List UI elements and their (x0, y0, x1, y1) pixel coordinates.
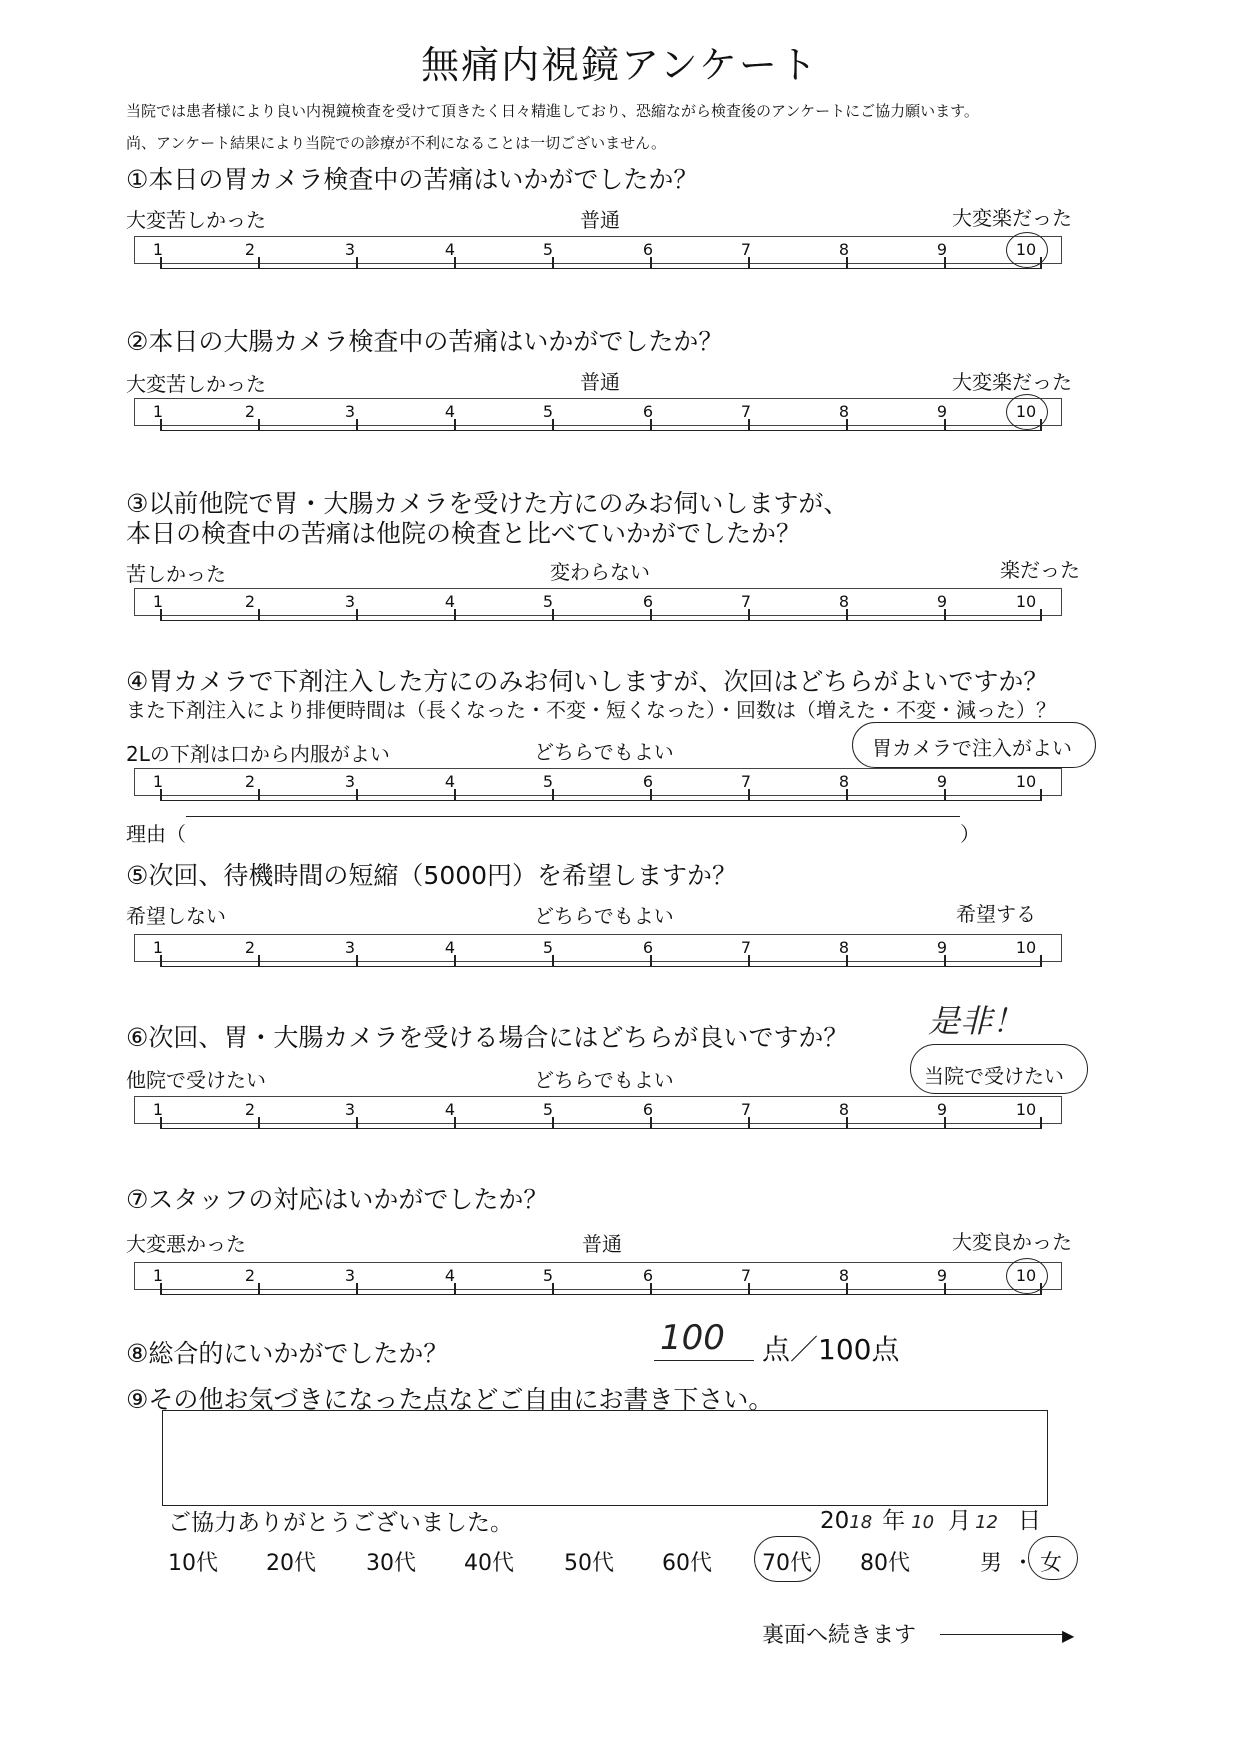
date-line (820, 1502, 1041, 1535)
scale-option-1[interactable]: 1 (152, 1266, 164, 1285)
footer-continue: 裏面へ続きます (762, 1623, 917, 1648)
scale-selected-circle (1006, 1258, 1048, 1294)
question-4: ④胃カメラで下剤注入した方にのみお伺いしますが、次回はどちらがよいですか？ (126, 667, 1049, 696)
scale-option-7[interactable]: 7 (740, 402, 752, 421)
scale-option-4[interactable]: 4 (444, 1100, 456, 1119)
q7-label-right: 大変良かった (952, 1230, 1072, 1254)
q7-label-left: 大変悪かった (126, 1232, 246, 1256)
q2-label-right: 大変楽だった (952, 370, 1072, 394)
sex-male[interactable]: 男 (980, 1551, 1003, 1576)
q1-label-right: 大変楽だった (952, 206, 1072, 230)
scale-option-3[interactable]: 3 (344, 1266, 356, 1285)
q4-reason-field[interactable] (186, 816, 960, 837)
scale-option-7[interactable]: 7 (740, 1266, 752, 1285)
q7-scale[interactable] (0, 1262, 1240, 1322)
q4-choice-circle (852, 722, 1096, 768)
age-70[interactable]: 70代 (762, 1551, 812, 1576)
question-7: ⑦スタッフの対応はいかがでしたか？ (126, 1185, 549, 1214)
scale-option-8[interactable]: 8 (838, 772, 850, 791)
scale-option-2[interactable]: 2 (244, 772, 256, 791)
scale-option-4[interactable]: 4 (444, 240, 456, 259)
scale-option-5[interactable]: 5 (542, 1100, 554, 1119)
scale-option-1[interactable]: 1 (152, 1100, 164, 1119)
scale-option-9[interactable]: 9 (936, 772, 948, 791)
scale-option-9[interactable]: 9 (936, 1100, 948, 1119)
scale-option-10[interactable]: 10 (1015, 938, 1037, 957)
scale-option-6[interactable]: 6 (642, 1100, 654, 1119)
q6-label-right: 当院で受けたい (924, 1064, 1064, 1088)
scale-baseline (160, 788, 1040, 801)
scale-option-10[interactable]: 10 (1015, 1266, 1037, 1285)
scale-option-6[interactable]: 6 (642, 592, 654, 611)
q5-label-right: 希望する (956, 902, 1036, 926)
scale-option-8[interactable]: 8 (838, 938, 850, 957)
scale-option-1[interactable]: 1 (152, 402, 164, 421)
scale-option-4[interactable]: 4 (444, 1266, 456, 1285)
question-3-line-2: 本日の検査中の苦痛は他院の検査と比べていかがでしたか？ (126, 519, 802, 548)
question-9: ⑨その他お気づきになった点などご自由にお書き下さい。 (126, 1385, 774, 1414)
q3-label-right: 楽だった (1000, 558, 1080, 582)
sex-female[interactable]: 女 (1040, 1551, 1063, 1576)
scale-option-9[interactable]: 9 (936, 1266, 948, 1285)
date-day-label: 日 (1018, 1508, 1041, 1534)
q3-label-left: 苦しかった (126, 562, 226, 586)
question-8: ⑧総合的にいかがでしたか？ (126, 1339, 449, 1368)
intro-line-1: 当院では患者様により良い内視鏡検査を受けて頂きたく日々精進しており、恐縮ながら検査後のアンケートにご協力願います。 (126, 102, 979, 120)
scale-option-6[interactable]: 6 (642, 240, 654, 259)
scale-baseline (160, 1282, 1040, 1295)
scale-option-7[interactable]: 7 (740, 592, 752, 611)
scale-option-3[interactable]: 3 (344, 402, 356, 421)
scale-option-10[interactable]: 10 (1015, 1100, 1037, 1119)
scale-option-6[interactable]: 6 (642, 402, 654, 421)
question-1: ①本日の胃カメラ検査中の苦痛はいかがでしたか？ (126, 165, 699, 194)
scale-option-2[interactable]: 2 (244, 240, 256, 259)
question-6: ⑥次回、胃・大腸カメラを受ける場合にはどちらが良いですか？ (126, 1023, 849, 1052)
q4-reason-close: ） (960, 822, 980, 846)
scale-option-9[interactable]: 9 (936, 592, 948, 611)
scale-option-5[interactable]: 5 (542, 1266, 554, 1285)
q6-handwritten-note: 是非！ (928, 1002, 1025, 1040)
scale-option-8[interactable]: 8 (838, 240, 850, 259)
intro-line-2: 尚、アンケート結果により当院での診療が不利になることは一切ございません。 (126, 134, 667, 152)
scale-option-3[interactable]: 3 (344, 938, 356, 957)
date-year-label: 年 (882, 1508, 906, 1534)
date-month-label: 月 (948, 1508, 972, 1534)
q1-label-left: 大変苦しかった (126, 208, 266, 232)
scale-option-2[interactable]: 2 (244, 1266, 256, 1285)
scale-baseline (160, 1116, 1040, 1129)
scale-option-7[interactable]: 7 (740, 1100, 752, 1119)
question-4-line-2: また下剤注入により排便時間は（長くなった・不変・短くなった）・回数は（増えた・不変・減った）？ (126, 698, 1056, 722)
scale-option-5[interactable]: 5 (542, 240, 554, 259)
arrow-right-icon: ▶ (1062, 1626, 1075, 1645)
scale-option-2[interactable]: 2 (244, 402, 256, 421)
q6-choice-circle (910, 1044, 1088, 1094)
q2-scale[interactable] (0, 398, 1240, 458)
q2-label-mid: 普通 (580, 370, 620, 394)
scale-option-4[interactable]: 4 (444, 938, 456, 957)
date-month-hand: 10 (911, 1512, 935, 1533)
sex-selected-circle (1028, 1536, 1078, 1580)
scale-option-10[interactable]: 10 (1015, 402, 1037, 421)
scale-option-10[interactable]: 10 (1015, 772, 1037, 791)
scale-option-5[interactable]: 5 (542, 938, 554, 957)
q1-label-mid: 普通 (580, 208, 620, 232)
scale-option-8[interactable]: 8 (838, 402, 850, 421)
scale-option-2[interactable]: 2 (244, 1100, 256, 1119)
date-year-hand: 18 (849, 1512, 873, 1533)
scale-option-4[interactable]: 4 (444, 402, 456, 421)
scale-option-3[interactable]: 3 (344, 240, 356, 259)
age-10[interactable]: 10代 (168, 1551, 218, 1576)
scale-option-8[interactable]: 8 (838, 592, 850, 611)
question-2: ②本日の大腸カメラ検査中の苦痛はいかがでしたか？ (126, 327, 724, 356)
q2-label-left: 大変苦しかった (126, 372, 266, 396)
q8-score-line[interactable] (654, 1360, 754, 1361)
q3-scale[interactable] (0, 588, 1240, 648)
scale-baseline (160, 954, 1040, 967)
scale-baseline (160, 418, 1040, 431)
scale-option-3[interactable]: 3 (344, 772, 356, 791)
age-40[interactable]: 40代 (464, 1551, 514, 1576)
age-30[interactable]: 30代 (366, 1551, 416, 1576)
scale-option-9[interactable]: 9 (936, 240, 948, 259)
scale-option-10[interactable]: 10 (1015, 592, 1037, 611)
sex-separator: ・ (1012, 1551, 1035, 1576)
age-selected-circle (754, 1536, 820, 1582)
age-60[interactable]: 60代 (662, 1551, 712, 1576)
q6-label-left: 他院で受けたい (126, 1068, 266, 1092)
date-year-prefix: 20 (820, 1508, 850, 1534)
scale-option-7[interactable]: 7 (740, 772, 752, 791)
page-title: 無痛内視鏡アンケート (421, 43, 819, 87)
age-50[interactable]: 50代 (564, 1551, 614, 1576)
scale-option-6[interactable]: 6 (642, 772, 654, 791)
scale-option-5[interactable]: 5 (542, 592, 554, 611)
scale-option-7[interactable]: 7 (740, 240, 752, 259)
q5-label-mid: どちらでもよい (534, 904, 674, 928)
q7-label-mid: 普通 (582, 1232, 622, 1256)
scale-option-6[interactable]: 6 (642, 1266, 654, 1285)
date-day-hand: 12 (975, 1512, 998, 1533)
scale-option-4[interactable]: 4 (444, 592, 456, 611)
scale-option-7[interactable]: 7 (740, 938, 752, 957)
q8-score-handwritten: 100 (660, 1318, 725, 1358)
question-3: ③以前他院で胃・大腸カメラを受けた方にのみお伺いしますが、 (126, 489, 849, 518)
age-20[interactable]: 20代 (266, 1551, 316, 1576)
scale-option-3[interactable]: 3 (344, 1100, 356, 1119)
scale-option-1[interactable]: 1 (152, 240, 164, 259)
scale-baseline (160, 608, 1040, 621)
scale-option-6[interactable]: 6 (642, 938, 654, 957)
scale-option-3[interactable]: 3 (344, 592, 356, 611)
scale-option-8[interactable]: 8 (838, 1100, 850, 1119)
scale-option-9[interactable]: 9 (936, 938, 948, 957)
scale-option-2[interactable]: 2 (244, 938, 256, 957)
scale-option-2[interactable]: 2 (244, 592, 256, 611)
q5-scale[interactable] (0, 934, 1240, 994)
q8-score-unit: 点／100点 (762, 1333, 900, 1366)
q4-reason-label: 理由（ (126, 822, 186, 846)
scale-option-4[interactable]: 4 (444, 772, 456, 791)
scale-option-8[interactable]: 8 (838, 1266, 850, 1285)
scale-option-5[interactable]: 5 (542, 402, 554, 421)
q3-label-mid: 変わらない (550, 560, 650, 584)
thanks-text: ご協力ありがとうございました。 (168, 1510, 513, 1536)
q4-label-left: 2Lの下剤は口から内服がよい (126, 742, 390, 766)
q9-comment-box[interactable] (162, 1410, 1048, 1506)
q1-scale[interactable] (0, 236, 1240, 296)
q4-label-mid: どちらでもよい (534, 740, 674, 764)
q6-label-mid: どちらでもよい (534, 1068, 674, 1092)
scale-option-10[interactable]: 10 (1015, 240, 1037, 259)
q4-label-right: 胃カメラで注入がよい (872, 736, 1072, 760)
scale-option-1[interactable]: 1 (152, 938, 164, 957)
question-5: ⑤次回、待機時間の短縮（5000円）を希望しますか？ (126, 861, 738, 890)
scale-option-1[interactable]: 1 (152, 592, 164, 611)
scale-baseline (160, 256, 1040, 269)
scale-option-5[interactable]: 5 (542, 772, 554, 791)
q5-label-left: 希望しない (126, 904, 226, 928)
scale-selected-circle (1006, 232, 1048, 268)
scale-option-9[interactable]: 9 (936, 402, 948, 421)
q6-scale[interactable] (0, 1096, 1240, 1156)
footer-arrow-line (940, 1634, 1066, 1635)
scale-selected-circle (1006, 394, 1048, 430)
scale-option-1[interactable]: 1 (152, 772, 164, 791)
age-80[interactable]: 80代 (860, 1551, 910, 1576)
